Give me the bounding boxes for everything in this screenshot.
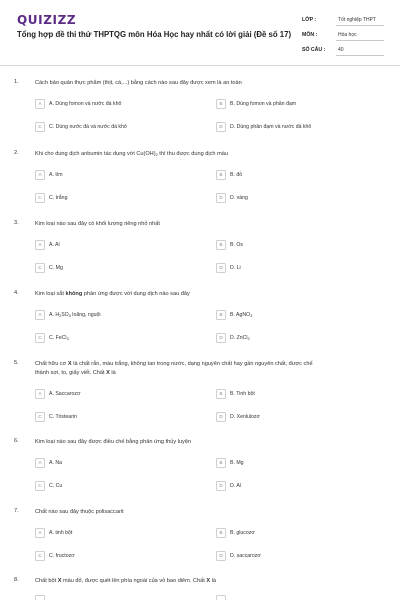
answer-option[interactable] [216,168,242,181]
question-number: 8. [14,577,19,583]
answer-option[interactable] [216,331,250,344]
answer-option[interactable] [35,308,101,321]
option-letter-badge: D [216,481,226,491]
page-title: Tổng hợp đề thi thử THPTQG môn Hóa Học hay nhất có lời giải (Đề số 17) [17,30,292,39]
meta-subject-value: Hóa học [336,29,384,41]
question-text: Kim loại nào sau đây có khối lượng riêng nhỏ nhất [35,221,160,227]
question-text: Chất nào sau đây thuộc polisaccarit [35,509,124,515]
answer-option[interactable] [35,593,49,600]
answer-option[interactable] [35,526,72,539]
answer-option[interactable] [35,387,80,400]
option-letter-badge: A [35,240,45,250]
question-text: Chất bột X màu đỏ, được quét lên phía ngoài của vỏ bao diêm. Chất X là [35,578,216,584]
option-letter-badge: A [35,310,45,320]
answer-option[interactable] [216,308,252,321]
answer-option[interactable] [216,593,230,600]
option-letter-badge: A [35,99,45,109]
option-text: C. Tristearin [49,413,77,420]
option-text: D. saccarozơ [230,552,261,559]
option-text: C. Dùng nước đá và nước đá khô [49,123,127,130]
option-letter-badge: B [216,99,226,109]
option-letter-badge: A [35,389,45,399]
answer-option[interactable] [216,261,241,274]
option-letter-badge: D [216,551,226,561]
meta-subject-label: MÔN : [302,31,318,38]
answer-option[interactable] [35,331,69,344]
option-letter-badge: C [35,481,45,491]
question-text: Cách bảo quản thực phẩm (thịt, cá,...) bằng cách nào sau đây được xem là an toàn [35,80,242,86]
question-number: 6. [14,438,19,444]
answer-option[interactable] [216,238,243,251]
answer-option[interactable] [216,191,248,204]
option-text: D. vàng [230,194,248,201]
meta-class-value: Tốt nghiệp THPT [336,14,384,26]
meta-count-label: SỐ CÂU : [302,46,326,53]
option-text: B. Tinh bột [230,390,255,397]
option-text: D. ZnCl$_2$ [230,334,250,341]
option-letter-badge: A [35,170,45,180]
question-number: 1. [14,79,19,85]
option-letter-badge: D [216,122,226,132]
question-number: 3. [14,220,19,226]
option-text: D. Dùng phân đạm và nước đá khô [230,123,312,130]
option-letter-badge: A [35,458,45,468]
answer-option[interactable] [35,120,127,133]
option-text: A. Al [49,241,60,248]
meta-class-label: LỚP : [302,16,317,23]
option-text: B. AgNO$_3$ [230,311,253,318]
option-text: C. fructozơ [49,552,75,559]
answer-option[interactable] [216,120,311,133]
answer-option[interactable] [216,479,241,492]
option-text: A. Dùng fomon và nước đá khô [49,100,122,107]
question-text: Kim loại sắt không phản ứng được với dung dịch nào sau đây [35,291,190,297]
question-number: 2. [14,150,19,156]
answer-option[interactable] [216,549,261,562]
option-letter-badge: C [35,333,45,343]
question-number: 5. [14,360,19,366]
option-text: C. trắng [49,194,68,201]
option-letter-badge: D [216,193,226,203]
answer-option[interactable] [35,168,63,181]
option-letter-badge: B [216,528,226,538]
question-text: Kim loại nào sau đây được điều chế bằng phản ứng thủy luyện [35,439,192,445]
option-text: A. tím [49,171,63,178]
answer-option[interactable] [35,97,121,110]
option-text: D. Li [230,264,241,271]
option-letter-badge: B [216,389,226,399]
option-text: B. đỏ [230,171,243,178]
question-number: 7. [14,508,19,514]
answer-option[interactable] [216,456,244,469]
option-letter-badge: C [35,122,45,132]
option-text: B. glucozơ [230,529,255,536]
option-letter-badge: D [216,412,226,422]
option-letter-badge: D [216,263,226,273]
question-text: Khi cho dung dịch anbumin tác dụng với $Cu(OH)_2$ thì thu được dung dịch màu [35,151,228,157]
option-letter-badge: C [35,263,45,273]
option-text: A. $H_2SO_4$ loãng, nguội [49,311,101,318]
option-letter-badge [216,595,226,600]
answer-option[interactable] [216,526,255,539]
answer-option[interactable] [35,410,77,423]
option-text: B. Mg [230,459,244,466]
option-text: A. Na [49,459,62,466]
option-letter-badge: C [35,412,45,422]
answer-option[interactable] [35,261,63,274]
option-text: D. Xenlulozơ [230,413,260,420]
option-letter-badge: A [35,528,45,538]
option-letter-badge: B [216,170,226,180]
answer-option[interactable] [35,191,67,204]
option-text: C. Mg [49,264,63,271]
answer-option[interactable] [35,479,62,492]
option-text: B. Dùng fomon và phân đạm [230,100,297,107]
answer-option[interactable] [216,387,255,400]
option-text: D. Al [230,482,241,489]
option-letter-badge: B [216,240,226,250]
option-text: C. Cu [49,482,63,489]
quizizz-logo[interactable]: QUIZIZZ [17,13,77,27]
option-letter-badge: D [216,333,226,343]
answer-option[interactable] [216,97,296,110]
option-text: B. Os [230,241,243,248]
option-letter-badge: C [35,193,45,203]
option-letter-badge: B [216,310,226,320]
question-number: 4. [14,290,19,296]
answer-option[interactable] [35,238,60,251]
question-text: Chất hữu cơ X là chất rắn, màu trắng, không tan trong nước, dạng nguyên chất hay gần nguyên chất, được chế thành sợi, to, giấy viết. Chất X là [35,361,313,376]
answer-option[interactable] [216,410,260,423]
option-letter-badge: C [35,551,45,561]
answer-option[interactable] [35,456,62,469]
option-letter-badge [35,595,45,600]
meta-count-value: 40 [336,44,384,56]
option-text: A. Saccarozơ [49,390,81,397]
option-text: A. tinh bột [49,529,73,536]
option-text: C. FeCl$_3$ [49,334,69,341]
option-letter-badge: B [216,458,226,468]
answer-option[interactable] [35,549,75,562]
